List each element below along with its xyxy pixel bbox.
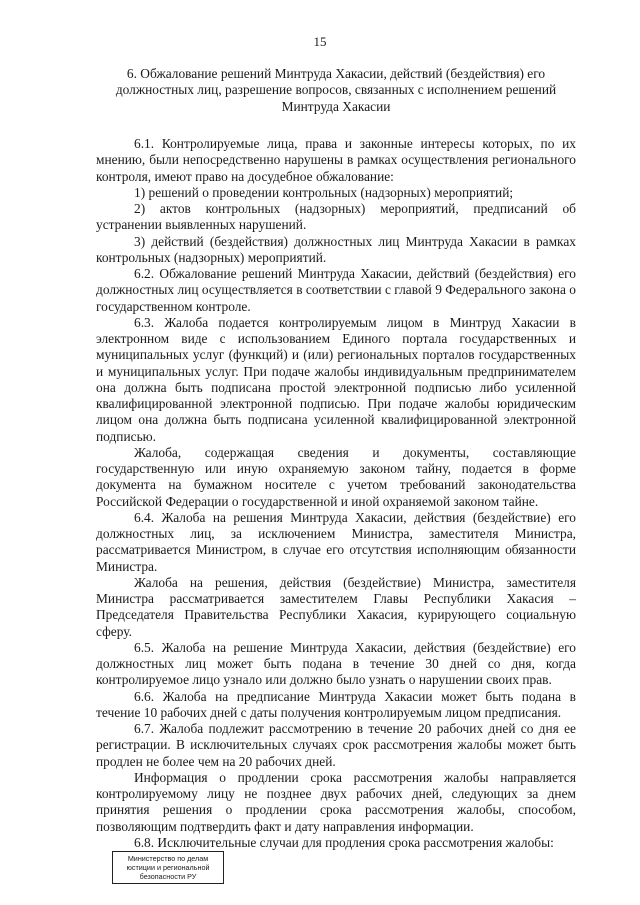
paragraph-list-item-1: 1) решений о проведении контрольных (надзорных) мероприятий; xyxy=(134,184,514,200)
stamp-line-1: Министерство по делам xyxy=(127,854,209,863)
paragraph-6-1: 6.1. Контролируемые лица, права и законные интересы которых, по их мнению, были непосредственно нарушены в рамках осуществления регионального контроля, имеют право на досудебное обжалование: xyxy=(96,136,576,184)
paragraph-secret-complaint: Жалоба, содержащая сведения и документы, составляющие государственную или иную охраняемую законом тайну, подается в форме документа на бумажном носителе с учетом требований законодательства Российской Федерации о государственной и иной охраняемой законом тайне. xyxy=(96,444,576,509)
paragraph-6-2: 6.2. Обжалование решений Минтруда Хакасии, действий (бездействия) его должностных лиц осуществляется в соответствии с главой 9 Федерального закона о государственном контроле. xyxy=(96,266,576,314)
registration-stamp xyxy=(112,851,224,884)
paragraph-list-item-3: 3) действий (бездействия) должностных лиц Минтруда Хакасии в рамках контрольных (надзорных) мероприятий. xyxy=(96,233,576,265)
paragraph-6-4: 6.4. Жалоба на решения Минтруда Хакасии, действия (бездействие) его должностных лиц, за исключением Министра, заместителя Министра, рассматривается Министром, в случае его отсутствия исполняющим обязанности Министра. xyxy=(96,509,576,574)
stamp-line-3: безопасности РУ xyxy=(139,872,197,881)
paragraph-6-7: 6.7. Жалоба подлежит рассмотрению в течение 20 рабочих дней со дня ее регистрации. В исключительных случаях срок рассмотрения жалобы может быть продлен не более чем на 20 рабочих дней. xyxy=(96,721,576,769)
paragraph-minister-complaint: Жалоба на решения, действия (бездействие) Министра, заместителя Министра рассматривается заместителем Главы Республики Хакасия – Председателя Правительства Республики Хакасия, курирующего социальную сферу. xyxy=(96,574,576,639)
page-number: 15 xyxy=(313,34,327,49)
paragraph-6-6: 6.6. Жалоба на предписание Минтруда Хакасии может быть подана в течение 10 рабочих дней с даты получения контролируемым лицом предписания. xyxy=(96,688,576,720)
paragraph-list-item-2: 2) актов контрольных (надзорных) мероприятий, предписаний об устранении выявленных нарушений. xyxy=(96,201,576,233)
paragraph-6-8: 6.8. Исключительные случаи для продления срока рассмотрения жалобы: xyxy=(134,834,554,850)
paragraph-6-5: 6.5. Жалоба на решение Минтруда Хакасии, действия (бездействие) его должностных лиц может быть подана в течение 30 дней со дня, когда контролируемое лицо узнало или должно было узнать о нарушении своих прав. xyxy=(96,639,576,688)
document-body xyxy=(96,136,576,851)
stamp-line-2: юстиции и региональной xyxy=(126,863,210,872)
paragraph-6-3: 6.3. Жалоба подается контролируемым лицом в Минтруд Хакасии в электронном виде с использованием Единого портала государственных и муниципальных услуг (функций) и (или) региональных порталов государственных и муниципальных услуг. При подаче жалобы индивидуальным предпринимателем она должна быть подписана простой электронной подписью либо усиленной квалифицированной электронной подписью. При подаче жалобы юридическим лицом она должна быть подписана усиленной квалифицированной электронной подписью. xyxy=(96,314,576,444)
section-heading: 6. Обжалование решений Минтруда Хакасии, действий (бездействия) его должностных лиц, разрешение вопросов, связанных с исполнением решений Минтруда Хакасии xyxy=(115,66,557,114)
paragraph-extension-info: Информация о продлении срока рассмотрения жалобы направляется контролируемому лицу не позднее двух рабочих дней, следующих за днем принятия решения о продлении срока рассмотрения жалобы, способом, позволяющим подтвердить факт и дату направления информации. xyxy=(96,769,576,834)
